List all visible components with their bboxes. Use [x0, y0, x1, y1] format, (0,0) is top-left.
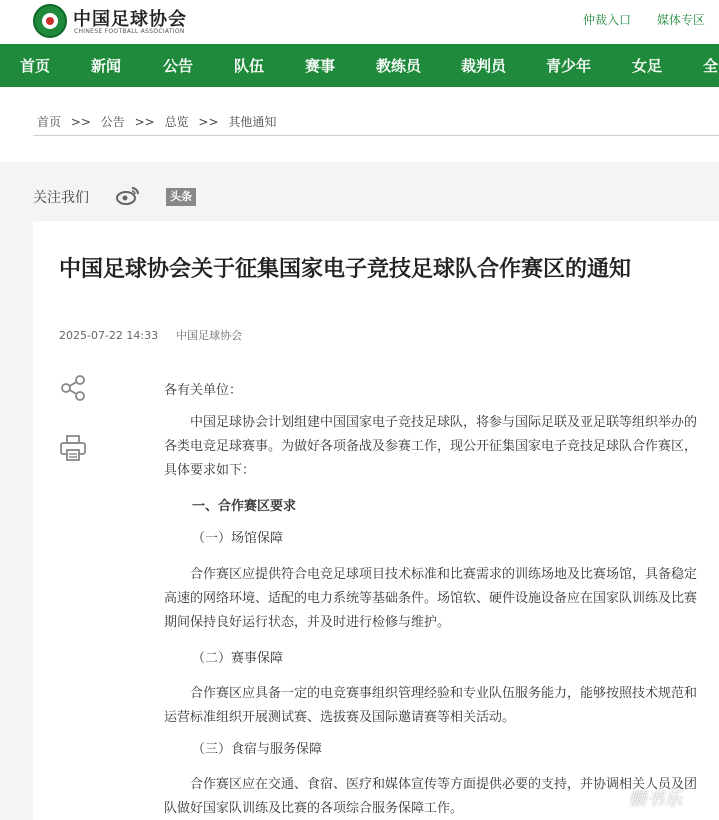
- nav-item-home[interactable]: 首页: [20, 57, 51, 75]
- breadcrumb-separator: >>: [134, 115, 155, 129]
- event-paragraph: 合作赛区应具备一定的电竞赛事组织管理经验和专业队伍服务能力，能够按照技术规范和运营标准组织开展测试赛、选拔赛及国际邀请赛等相关活动。: [164, 686, 698, 725]
- share-icon[interactable]: [58, 373, 88, 403]
- nav-item-announcements[interactable]: 公告: [163, 57, 194, 75]
- breadcrumb-separator: >>: [70, 115, 91, 129]
- breadcrumb-separator: >>: [198, 115, 219, 129]
- top-header: [0, 0, 719, 44]
- main-nav: [0, 44, 719, 87]
- toutiao-icon[interactable]: 头条: [166, 188, 196, 206]
- subheading-venue: （一）场馆保障: [192, 531, 284, 546]
- breadcrumb-home[interactable]: 首页: [37, 115, 62, 129]
- nav-item-competitions[interactable]: 赛事: [305, 57, 336, 75]
- nav-item-coaches[interactable]: 教练员: [376, 57, 422, 75]
- subheading-event: （二）赛事保障: [192, 651, 284, 666]
- breadcrumb: [37, 113, 282, 130]
- nav-item-women[interactable]: 女足: [632, 57, 663, 75]
- article-date: 2025-07-22 14:33: [59, 329, 159, 342]
- intro-paragraph: 中国足球协会计划组建中国国家电子竞技足球队，将参与国际足联及亚足联等组织举办的各类电竞足球赛事。为做好各项备战及参赛工作，现公开征集国家电子竞技足球队合作赛区，具体要求如下：: [164, 415, 698, 478]
- watermark: 懒书乐: [628, 789, 682, 810]
- section-heading-1: 一、合作赛区要求: [192, 499, 297, 514]
- breadcrumb-overview[interactable]: 总览: [164, 115, 189, 129]
- article-card: [33, 221, 719, 820]
- media-zone-link[interactable]: 媒体专区: [657, 13, 706, 27]
- subheading-lodging: （三）食宿与服务保障: [192, 742, 323, 757]
- nav-item-referees[interactable]: 裁判员: [461, 57, 507, 75]
- nav-item-news[interactable]: 新闻: [91, 57, 122, 75]
- lodging-paragraph: 合作赛区应在交通、食宿、医疗和媒体宣传等方面提供必要的支持，并协调相关人员及团队做好国家队训练及比赛的各项综合服务保障工作。: [164, 777, 698, 816]
- salutation: 各有关单位：: [164, 383, 243, 398]
- article-meta: [59, 327, 242, 343]
- breadcrumb-announcements[interactable]: 公告: [100, 115, 125, 129]
- org-name-en: CHINESE FOOTBALL ASSOCIATION: [74, 28, 185, 35]
- weibo-icon[interactable]: [115, 185, 141, 205]
- print-icon[interactable]: [58, 433, 88, 463]
- cfa-logo-icon[interactable]: [33, 4, 67, 38]
- nav-item-teams[interactable]: 队伍: [234, 57, 265, 75]
- nav-item-all[interactable]: 全: [703, 57, 719, 75]
- follow-us-label: 关注我们: [33, 190, 89, 206]
- breadcrumb-divider: [33, 135, 719, 136]
- nav-item-youth[interactable]: 青少年: [546, 57, 592, 75]
- org-name-cn[interactable]: 中国足球协会: [73, 9, 187, 30]
- breadcrumb-other-notices[interactable]: 其他通知: [228, 115, 277, 129]
- article-source: 中国足球协会: [176, 329, 243, 342]
- arbitration-link[interactable]: 仲裁入口: [583, 13, 632, 27]
- breadcrumb-area: [0, 87, 719, 162]
- venue-paragraph: 合作赛区应提供符合电竞足球项目技术标准和比赛需求的训练场地及比赛场馆，具备稳定高速的网络环境、适配的电力系统等基础条件。场馆软、硬件设施设备应在国家队训练及比赛期间保持良好运行状态，并及时进行检修与维护。: [164, 567, 698, 630]
- article-title: 中国足球协会关于征集国家电子竞技足球队合作赛区的通知: [59, 257, 632, 282]
